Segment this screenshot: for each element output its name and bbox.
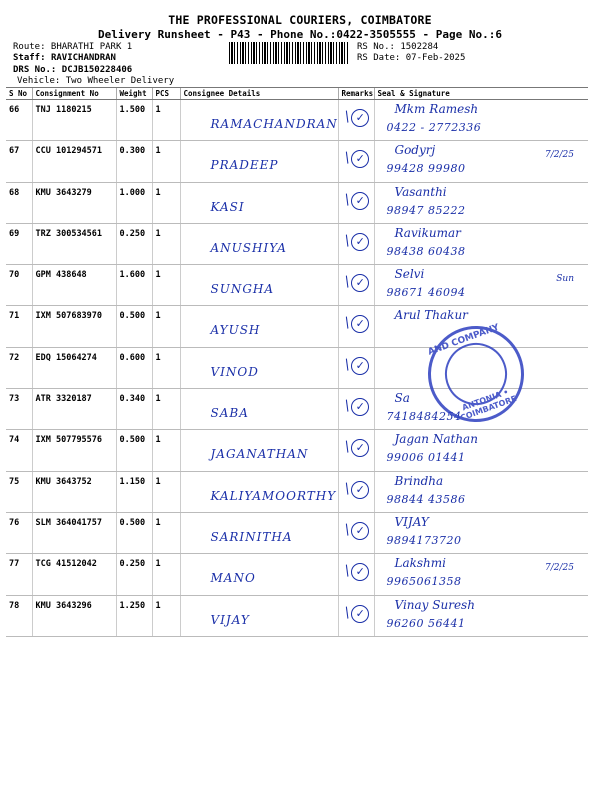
- tick-icon: /: [341, 480, 353, 497]
- consignee-name: VIJAY: [210, 612, 250, 627]
- cell-consignment: TNJ 1180215: [32, 100, 116, 141]
- cell-sno: 66: [6, 100, 32, 141]
- cell-signature: [374, 554, 588, 595]
- cell-consignee: [180, 100, 338, 141]
- circled-check-icon: ✓: [351, 274, 369, 292]
- drs-label: DRS No.:: [13, 65, 62, 75]
- signature-phone: 9965061358: [386, 575, 462, 589]
- signature: Selvi: [394, 267, 425, 282]
- cell-weight: 1.500: [116, 100, 152, 141]
- signature: Godyrj: [394, 143, 436, 158]
- consignee-name: MANO: [210, 571, 256, 586]
- cell-sno: 77: [6, 554, 32, 595]
- cell-consignee: [180, 430, 338, 471]
- cell-signature: [374, 512, 588, 553]
- signature-phone: 98438 60438: [386, 244, 466, 258]
- cell-consignment: KMU 3643296: [32, 595, 116, 636]
- cell-consignment: SLM 364041757: [32, 512, 116, 553]
- signature: Sa: [394, 391, 410, 406]
- tick-icon: /: [341, 356, 353, 374]
- rs-number: RS No.: 1502284: [357, 42, 439, 52]
- cell-consignee: [180, 512, 338, 553]
- tick-icon: /: [341, 273, 353, 291]
- cell-weight: 0.250: [116, 554, 152, 595]
- cell-remarks: [338, 512, 374, 553]
- cell-pcs: 1: [152, 182, 180, 223]
- signature-phone: 99428 99980: [386, 162, 466, 176]
- tick-icon: /: [341, 439, 353, 456]
- circled-check-icon: ✓: [351, 481, 369, 499]
- cell-weight: 0.500: [116, 306, 152, 347]
- cell-signature: [374, 595, 588, 636]
- cell-remarks: [338, 223, 374, 264]
- signature: Brindha: [394, 473, 444, 488]
- signature-phone: 7418484254: [386, 410, 462, 424]
- cell-pcs: 1: [152, 100, 180, 141]
- table-row: [6, 265, 588, 306]
- cell-weight: 0.600: [116, 347, 152, 388]
- cell-remarks: [338, 265, 374, 306]
- cell-consignment: KMU 3643279: [32, 182, 116, 223]
- cell-sno: 74: [6, 430, 32, 471]
- cell-consignment: ATR 3320187: [32, 389, 116, 430]
- circled-check-icon: ✓: [351, 192, 369, 210]
- rs-date: RS Date: 07-Feb-2025: [357, 53, 466, 63]
- tick-icon: /: [341, 191, 353, 208]
- circled-check-icon: ✓: [351, 522, 369, 540]
- cell-weight: 0.300: [116, 141, 152, 182]
- remark-mark: [341, 356, 370, 375]
- seal-bottom-text: ANTONIA • COIMBATORE: [459, 387, 518, 423]
- cell-pcs: 1: [152, 223, 180, 264]
- cell-weight: 0.500: [116, 430, 152, 471]
- cell-sno: 75: [6, 471, 32, 512]
- cell-consignee: [180, 265, 338, 306]
- cell-weight: 1.600: [116, 265, 152, 306]
- staff-name: RAVICHANDRAN: [50, 53, 116, 63]
- drs-info: [13, 65, 132, 75]
- cell-remarks: [338, 182, 374, 223]
- tick-icon: /: [341, 604, 353, 621]
- circled-check-icon: ✓: [351, 563, 369, 581]
- table-row: [6, 182, 588, 223]
- tick-icon: /: [341, 232, 353, 250]
- cell-signature: [374, 100, 588, 141]
- consignee-name: KASI: [210, 199, 245, 214]
- col-pcs: PCS: [152, 88, 180, 100]
- tick-icon: /: [341, 397, 353, 415]
- consignee-name: ANUSHIYA: [210, 240, 287, 255]
- cell-remarks: [338, 471, 374, 512]
- remark-mark: [341, 273, 370, 292]
- tick-icon: /: [341, 315, 353, 332]
- col-consignment: Consignment No: [32, 88, 116, 100]
- vehicle-label: Vehicle: Two Wheeler Delivery: [17, 76, 175, 86]
- cell-consignment: CCU 101294571: [32, 141, 116, 182]
- cell-pcs: 1: [152, 265, 180, 306]
- signature-phone: 98844 43586: [386, 492, 466, 506]
- cell-sno: 67: [6, 141, 32, 182]
- cell-sno: 68: [6, 182, 32, 223]
- table-row: [6, 100, 588, 141]
- table-header-row: [6, 88, 588, 100]
- signature-date: 7/2/25: [545, 150, 574, 161]
- cell-signature: [374, 430, 588, 471]
- cell-pcs: 1: [152, 141, 180, 182]
- staff-label: Staff:: [13, 53, 51, 63]
- cell-signature: [374, 471, 588, 512]
- remark-mark: [341, 521, 370, 540]
- cell-sno: 73: [6, 389, 32, 430]
- cell-sno: 76: [6, 512, 32, 553]
- table-row: [6, 512, 588, 553]
- cell-weight: 0.340: [116, 389, 152, 430]
- cell-pcs: 1: [152, 595, 180, 636]
- circled-check-icon: ✓: [351, 398, 369, 416]
- col-weight: Weight: [116, 88, 152, 100]
- cell-weight: 1.150: [116, 471, 152, 512]
- cell-consignee: [180, 347, 338, 388]
- circled-check-icon: ✓: [351, 109, 369, 127]
- remark-mark: [341, 604, 370, 623]
- cell-remarks: [338, 430, 374, 471]
- cell-sno: 78: [6, 595, 32, 636]
- consignee-name: SARINITHA: [210, 529, 293, 544]
- signature: Jagan Nathan: [394, 432, 478, 447]
- remark-mark: [341, 108, 370, 127]
- table-row: [6, 595, 588, 636]
- seal-top-text: AND COMPANY: [426, 322, 501, 358]
- signature: Vasanthi: [394, 184, 447, 199]
- cell-pcs: 1: [152, 389, 180, 430]
- cell-remarks: [338, 389, 374, 430]
- signature-phone: 98947 85222: [386, 203, 466, 217]
- cell-pcs: 1: [152, 471, 180, 512]
- consignee-name: JAGANATHAN: [210, 447, 309, 462]
- cell-pcs: 1: [152, 554, 180, 595]
- signature-phone: 99006 01441: [386, 451, 466, 465]
- cell-consignee: [180, 182, 338, 223]
- signature-phone: 9894173720: [386, 533, 462, 547]
- cell-signature: [374, 141, 588, 182]
- remark-mark: [341, 563, 370, 581]
- remark-mark: [341, 315, 370, 333]
- company-title: THE PROFESSIONAL COURIERS, COIMBATORE: [168, 13, 432, 27]
- signature-phone: 0422 - 2772336: [386, 121, 482, 134]
- tick-icon: /: [341, 521, 353, 539]
- consignee-name: PRADEEP: [210, 158, 279, 173]
- remark-mark: [341, 191, 370, 210]
- remark-mark: [341, 150, 370, 168]
- remark-mark: [341, 439, 370, 457]
- table-row: [6, 430, 588, 471]
- tick-icon: /: [341, 108, 353, 126]
- cell-sno: 72: [6, 347, 32, 388]
- circled-check-icon: ✓: [351, 605, 369, 623]
- cell-consignee: [180, 306, 338, 347]
- circled-check-icon: ✓: [351, 233, 369, 251]
- consignee-name: AYUSH: [210, 323, 261, 338]
- circled-check-icon: ✓: [351, 150, 369, 168]
- cell-consignment: TRZ 300534561: [32, 223, 116, 264]
- cell-remarks: [338, 306, 374, 347]
- cell-weight: 0.250: [116, 223, 152, 264]
- cell-remarks: [338, 141, 374, 182]
- col-signature: Seal & Signature: [374, 88, 588, 100]
- cell-weight: 0.500: [116, 512, 152, 553]
- cell-weight: 1.250: [116, 595, 152, 636]
- cell-signature: [374, 182, 588, 223]
- cell-signature: [374, 223, 588, 264]
- cell-remarks: [338, 347, 374, 388]
- signature-date: 7/2/25: [545, 563, 574, 574]
- cell-consignment: IXM 507795576: [32, 430, 116, 471]
- consignee-name: SABA: [210, 406, 249, 421]
- signature: VIJAY: [394, 514, 429, 529]
- signature-phone: 96260 56441: [386, 616, 466, 630]
- remark-mark: [341, 232, 370, 251]
- table-row: [6, 141, 588, 182]
- remark-mark: [341, 397, 370, 416]
- consignee-name: VINOD: [210, 364, 259, 379]
- cell-remarks: [338, 595, 374, 636]
- circled-check-icon: ✓: [351, 315, 369, 333]
- table-row: [6, 223, 588, 264]
- runsheet-subtitle: Delivery Runsheet - P43 - Phone No.:0422-3505555 - Page No.:6: [98, 28, 502, 41]
- cell-remarks: [338, 100, 374, 141]
- signature: Arul Thakur: [394, 308, 468, 323]
- cell-remarks: [338, 554, 374, 595]
- cell-pcs: 1: [152, 430, 180, 471]
- signature: Lakshmi: [394, 556, 446, 571]
- cell-consignee: [180, 595, 338, 636]
- col-consignee: Consignee Details: [180, 88, 338, 100]
- cell-sno: 70: [6, 265, 32, 306]
- consignee-name: KALIYAMOORTHY: [210, 488, 337, 503]
- cell-consignee: [180, 141, 338, 182]
- drs-number: DCJB150228406: [61, 65, 133, 75]
- route-label: Route: BHARATHI PARK 1: [13, 42, 133, 52]
- circled-check-icon: ✓: [351, 439, 369, 457]
- signature: Mkm Ramesh: [394, 102, 479, 116]
- cell-consignment: EDQ 15064274: [32, 347, 116, 388]
- circled-check-icon: ✓: [351, 357, 369, 375]
- col-sno: S No: [6, 88, 32, 100]
- table-row: [6, 554, 588, 595]
- tick-icon: /: [341, 563, 353, 580]
- signature-phone: 98671 46094: [386, 286, 466, 300]
- signature-date: Sun: [556, 274, 574, 285]
- cell-consignment: IXM 507683970: [32, 306, 116, 347]
- remark-mark: [341, 480, 370, 499]
- cell-consignment: KMU 3643752: [32, 471, 116, 512]
- cell-pcs: 1: [152, 306, 180, 347]
- cell-signature: [374, 265, 588, 306]
- tick-icon: /: [341, 150, 353, 167]
- consignee-name: RAMACHANDRAN: [210, 117, 338, 131]
- cell-pcs: 1: [152, 347, 180, 388]
- signature: Vinay Suresh: [394, 597, 475, 612]
- cell-pcs: 1: [152, 512, 180, 553]
- staff-info: [13, 53, 116, 63]
- cell-sno: 71: [6, 306, 32, 347]
- table-row: [6, 471, 588, 512]
- barcode: [229, 42, 349, 64]
- cell-consignee: [180, 554, 338, 595]
- cell-consignee: [180, 223, 338, 264]
- consignee-name: SUNGHA: [210, 282, 275, 297]
- signature: Ravikumar: [394, 225, 461, 240]
- col-remarks: Remarks: [338, 88, 374, 100]
- cell-weight: 1.000: [116, 182, 152, 223]
- cell-sno: 69: [6, 223, 32, 264]
- cell-consignee: [180, 389, 338, 430]
- cell-consignee: [180, 471, 338, 512]
- cell-consignment: GPM 438648: [32, 265, 116, 306]
- cell-consignment: TCG 41512042: [32, 554, 116, 595]
